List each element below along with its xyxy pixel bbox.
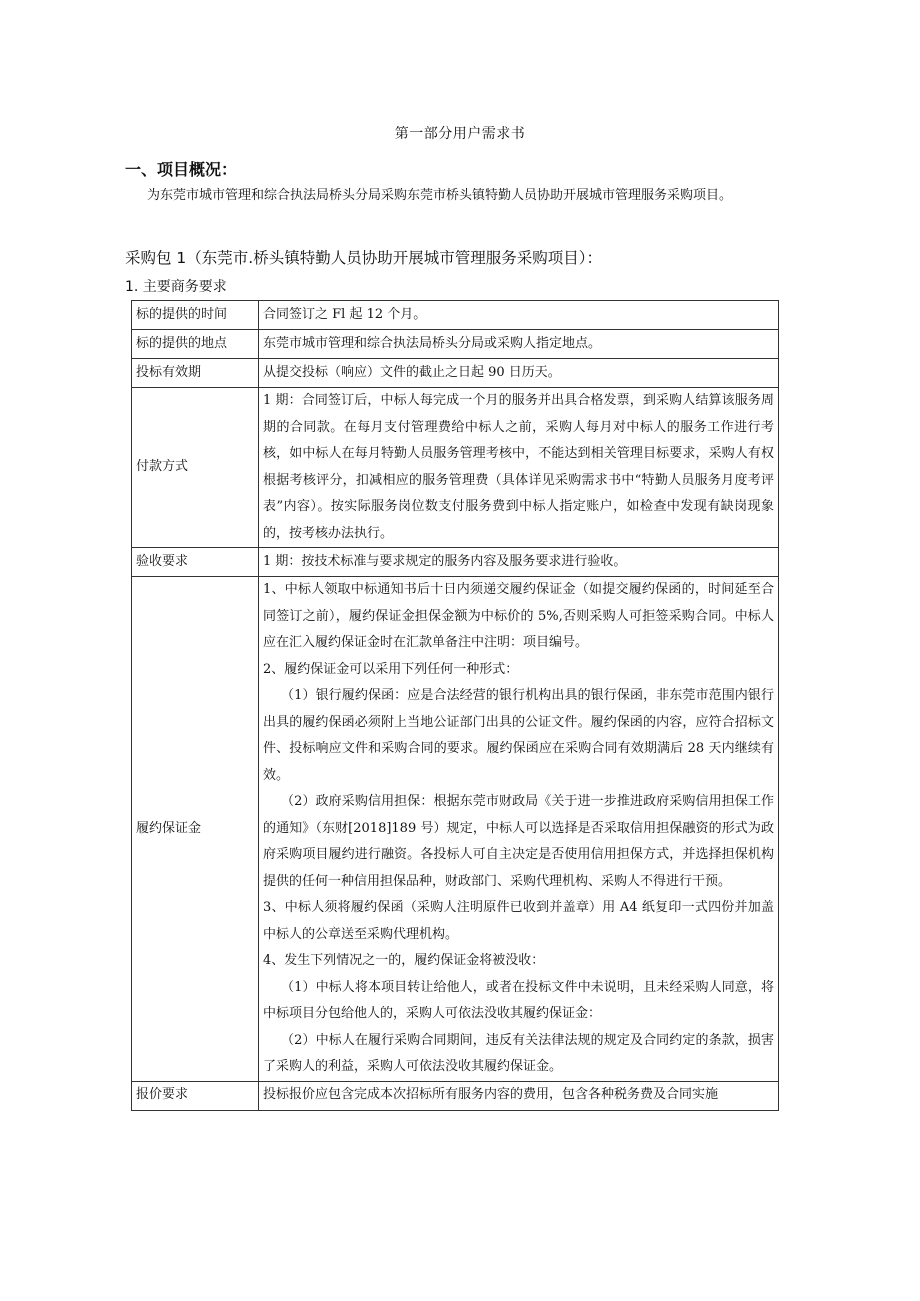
content-line: 1 期：按技术标准与要求规定的服务内容及服务要求进行验收。 [263,553,627,569]
table-row [132,548,779,577]
row-content [259,330,779,359]
row-content [259,577,779,1082]
package-heading: 采购包 1（东莞市.桥头镇特勤人员协助开展城市管理服务采购项目）： [125,249,602,267]
overview-paragraph: 为东莞市城市管理和综合执法局桥头分局采购东莞市桥头镇特勤人员协助开展城市管理服务采购项目。 [147,188,733,203]
row-content [259,359,779,388]
content-line: 2、履约保证金可以采用下列任何一种形式： [263,661,519,677]
table-row [132,330,779,359]
row-content [259,1081,779,1110]
row-label: 报价要求 [132,1081,259,1110]
row-content [259,388,779,548]
content-line: 1 期：合同签订后，中标人每完成一个月的服务并出具合格发票，到采购人结算该服务周期的合同款。在每月支付管理费给中标人之前，采购人每月对中标人的服务工作进行考核，如中标人在每月特勤人员服务管理考核中，不能达到相关管理目标要求，采购人有权根据考核评分，扣减相应的服务管理费（具体详见采购需求书中“特勤人员服务月度考评表”内容）。按实际服务岗位数支付服务费到中标人指定账户，如检查中发现有缺岗现象的，按考核办法执行。 [263,393,774,541]
content-line: （2）中标人在履行采购合同期间，违反有关法律法规的规定及合同约定的条款，损害了采购人的利益，采购人可依法没收其履约保证金。 [263,1032,774,1074]
row-label: 标的提供的时间 [132,301,259,330]
row-content [259,548,779,577]
table-row [132,1081,779,1110]
business-requirements-heading: 1. 主要商务要求 [125,279,227,295]
row-label: 标的提供的地点 [132,330,259,359]
content-line: 4、发生下列情况之一的，履约保证金将被没收： [263,953,545,968]
content-line: 东莞市城市管理和综合执法局桥头分局或采购人指定地点。 [263,335,602,351]
row-label: 验收要求 [132,548,259,577]
content-line: 从提交投标（响应）文件的截止之日起 90 日历天。 [263,364,561,380]
content-line: （2）政府采购信用担保：根据东莞市财政局《关于进一步推进政府采购信用担保工作的通知》（东财[2018]189 号）规定，中标人可以选择是否采取信用担保融资的形式为政府采购项目履约进行融资。各投标人可自主决定是否使用信用担保方式，并选择担保机构提供的任何一种信用担保品种，财政部门、采购代理机构、采购人不得进行干预。 [263,794,774,889]
row-label: 付款方式 [132,388,259,548]
content-line: 3、中标人须将履约保函（采购人注明原件已收到并盖章）用 A4 纸复印一式四份并加盖中标人的公章送至采购代理机构。 [263,900,774,942]
row-label: 履约保证金 [132,577,259,1082]
business-requirements-table [131,300,779,1111]
table-row [132,577,779,1082]
content-line: （1）中标人将本项目转让给他人，或者在投标文件中未说明，且未经采购人同意，将中标项目分包给他人的，采购人可依法没收其履约保证金： [263,979,774,1021]
content-line: 合同签订之 Fl 起 12 个月。 [263,306,427,322]
table-row [132,359,779,388]
row-content [259,301,779,330]
content-line: （1）银行履约保函：应是合法经营的银行机构出具的银行保函，非东莞市范围内银行出具的履约保函必须附上当地公证部门出具的公证文件。履约保函的内容，应符合招标文件、投标响应文件和采购合同的要求。履约保函应在采购合同有效期满后 28 天内继续有效。 [263,688,774,783]
section-heading-overview: 一、项目概况： [125,160,238,179]
document-title: 第一部分用户需求书 [394,126,526,142]
content-line: 投标报价应包含完成本次招标所有服务内容的费用，包含各种税务费及合同实施 [263,1087,719,1103]
row-label: 投标有效期 [132,359,259,388]
content-line: 1、中标人领取中标通知书后十日内须递交履约保证金（如提交履约保函的，时间延至合同签订之前），履约保证金担保金额为中标价的 5%,否则采购人可拒签采购合同。中标人应在汇入履约保证金时在汇款单备注中注明：项目编号。 [263,582,774,650]
table-row [132,301,779,330]
table-row [132,388,779,548]
